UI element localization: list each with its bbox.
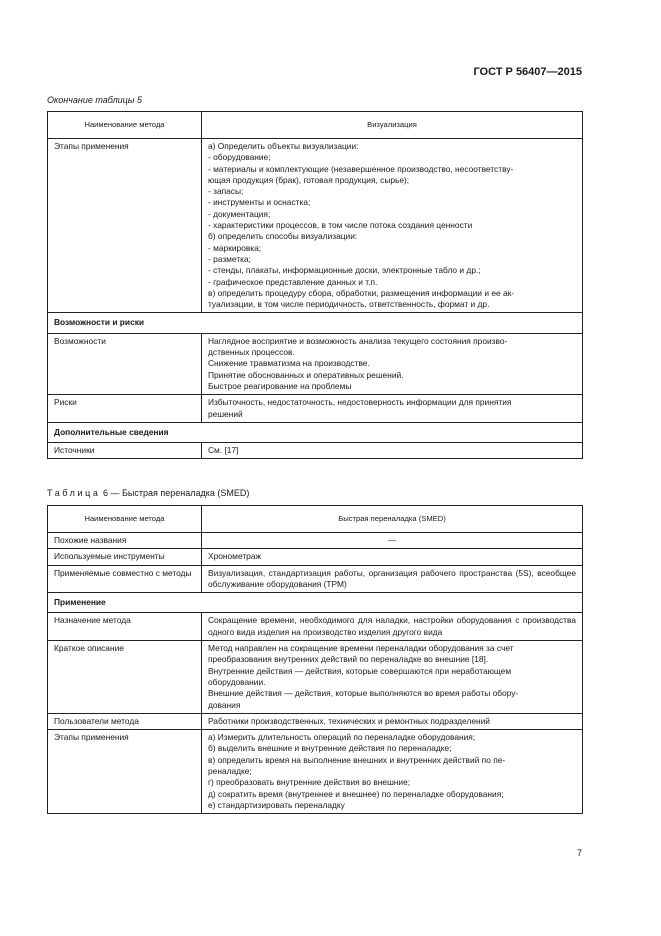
value-line: а) Измерить длительность операций по переналадке оборудования; — [208, 732, 476, 743]
section-row — [48, 422, 583, 442]
row-value — [202, 139, 583, 313]
value-line: в) определить время на выполнение внешних и внутренних действий по пе- — [208, 754, 506, 765]
value-line: - разметка; — [208, 253, 251, 264]
row-value — [202, 443, 583, 459]
value-line: - инструменты и оснастка; — [208, 197, 311, 208]
row-label: Риски — [48, 395, 202, 423]
value-line: туализации, в том числе периодичность, ответственность, формат и др. — [208, 299, 490, 310]
row-value: Хронометраж — [202, 549, 583, 565]
table6-caption-prefix: Таблица — [47, 488, 101, 498]
value-line: ющая продукция (брак), готовая продукция, сырье); — [208, 174, 410, 185]
section-title: Возможности и риски — [48, 313, 583, 333]
value-line: дования — [208, 699, 241, 710]
row-label: Используемые инструменты — [48, 549, 202, 565]
value-line: реналадке; — [208, 766, 252, 777]
section-row — [48, 593, 583, 613]
table-row — [48, 333, 583, 394]
row-value: — — [202, 533, 583, 549]
table-row — [48, 533, 583, 549]
value-line: Принятие обоснованных и оперативных решений. — [208, 369, 404, 380]
value-line: решений — [208, 408, 243, 419]
value-line: Метод направлен на сокращение времени переналадки оборудования за счет — [208, 643, 514, 654]
row-label: Источники — [48, 443, 202, 459]
value-line: в) определить процедуру сбора, обработки, размещения информации и ее ак- — [208, 287, 515, 298]
row-value — [202, 730, 583, 814]
value-line: - документация; — [208, 208, 271, 219]
value-line: д) сократить время (внутреннее и внешнее) по переналадке оборудования; — [208, 788, 504, 799]
row-value — [202, 641, 583, 714]
table-row — [48, 395, 583, 423]
table6-caption — [47, 488, 249, 498]
table6-caption-title: 6 — Быстрая переналадка (SMED) — [100, 488, 250, 498]
value-line: - запасы; — [208, 186, 244, 197]
table-row — [48, 641, 583, 714]
section-title: Применение — [48, 593, 583, 613]
page-number: 7 — [576, 848, 582, 858]
value-line: Внешние действия — действия, которые выполняются во время работы обору- — [208, 688, 519, 699]
table-row — [48, 730, 583, 814]
value-line: Снижение травматизма на производстве. — [208, 358, 370, 369]
value-line: - материалы и комплектующие (незавершенное производство, несоответству- — [208, 163, 514, 174]
row-label: Возможности — [48, 333, 202, 394]
row-value — [202, 395, 583, 423]
row-label: Этапы применения — [48, 139, 202, 313]
section-title: Дополнительные сведения — [48, 422, 583, 442]
table-row — [48, 139, 583, 313]
header-method-name: Наименование метода — [48, 506, 202, 533]
value-line: Наглядное восприятие и возможность анализа текущего состояния произво- — [208, 335, 508, 346]
value-line: оборудовании. — [208, 676, 266, 687]
value-line: - стенды, плакаты, информационные доски, электронные табло и др.; — [208, 265, 481, 276]
table-row — [48, 713, 583, 729]
value-line: - маркировка; — [208, 242, 262, 253]
value-line: г) преобразовать внутренние действия во внешние; — [208, 777, 411, 788]
table-header-row — [48, 112, 583, 139]
value-line: Быстрое реагирование на проблемы — [208, 380, 352, 391]
value-line: Внутренние действия — действия, которые совершаются при неработающем — [208, 665, 512, 676]
value-line: - оборудование; — [208, 152, 271, 163]
row-label: Применяемые совместно с методы — [48, 565, 202, 593]
row-value: Работники производственных, технических и ремонтных подразделений — [202, 713, 583, 729]
table-header-row — [48, 506, 583, 533]
value-line: Избыточность, недостаточность, недостоверность информации для принятия — [208, 397, 512, 408]
section-row — [48, 313, 583, 333]
header-method-value: Визуализация — [202, 112, 583, 139]
header-method-value: Быстрая переналадка (SMED) — [202, 506, 583, 533]
value-line: е) стандартизировать переналадку — [208, 799, 345, 810]
row-label: Этапы применения — [48, 730, 202, 814]
value-line: а) Определить объекты визуализации: — [208, 141, 359, 151]
table-row — [48, 443, 583, 459]
row-label: Краткое описание — [48, 641, 202, 714]
table-row — [48, 565, 583, 593]
row-value: Сокращение времени, необходимого для наладки, настройки оборудования с производства одного вида изделия на производство изделия другого вида — [202, 613, 583, 641]
value-line: преобразования внутренних действий по переналадке во внешние [18]. — [208, 654, 489, 665]
header-method-name: Наименование метода — [48, 112, 202, 139]
document-code: ГОСТ Р 56407—2015 — [473, 66, 582, 78]
row-value — [202, 333, 583, 394]
table-row — [48, 613, 583, 641]
table5-caption: Окончание таблицы 5 — [47, 95, 142, 105]
row-label: Пользователи метода — [48, 713, 202, 729]
row-label: Назначение метода — [48, 613, 202, 641]
table-row — [48, 549, 583, 565]
table5 — [47, 111, 583, 459]
value-line: - графическое представление данных и т.п. — [208, 276, 378, 287]
value-line: б) выделить внешние и внутренние действия по переналадке; — [208, 743, 452, 754]
value-line: б) определить способы визуализации: — [208, 231, 358, 242]
table6 — [47, 505, 583, 814]
row-value: Визуализация, стандартизация работы, организация рабочего пространства (5S), всеобщее обслуживание оборудования (ТРМ) — [202, 565, 583, 593]
row-label: Похожие названия — [48, 533, 202, 549]
value-line: дственных процессов. — [208, 347, 295, 358]
value-line: См. [17] — [208, 445, 239, 456]
value-line: - характеристики процессов, в том числе потока создания ценности — [208, 220, 473, 231]
